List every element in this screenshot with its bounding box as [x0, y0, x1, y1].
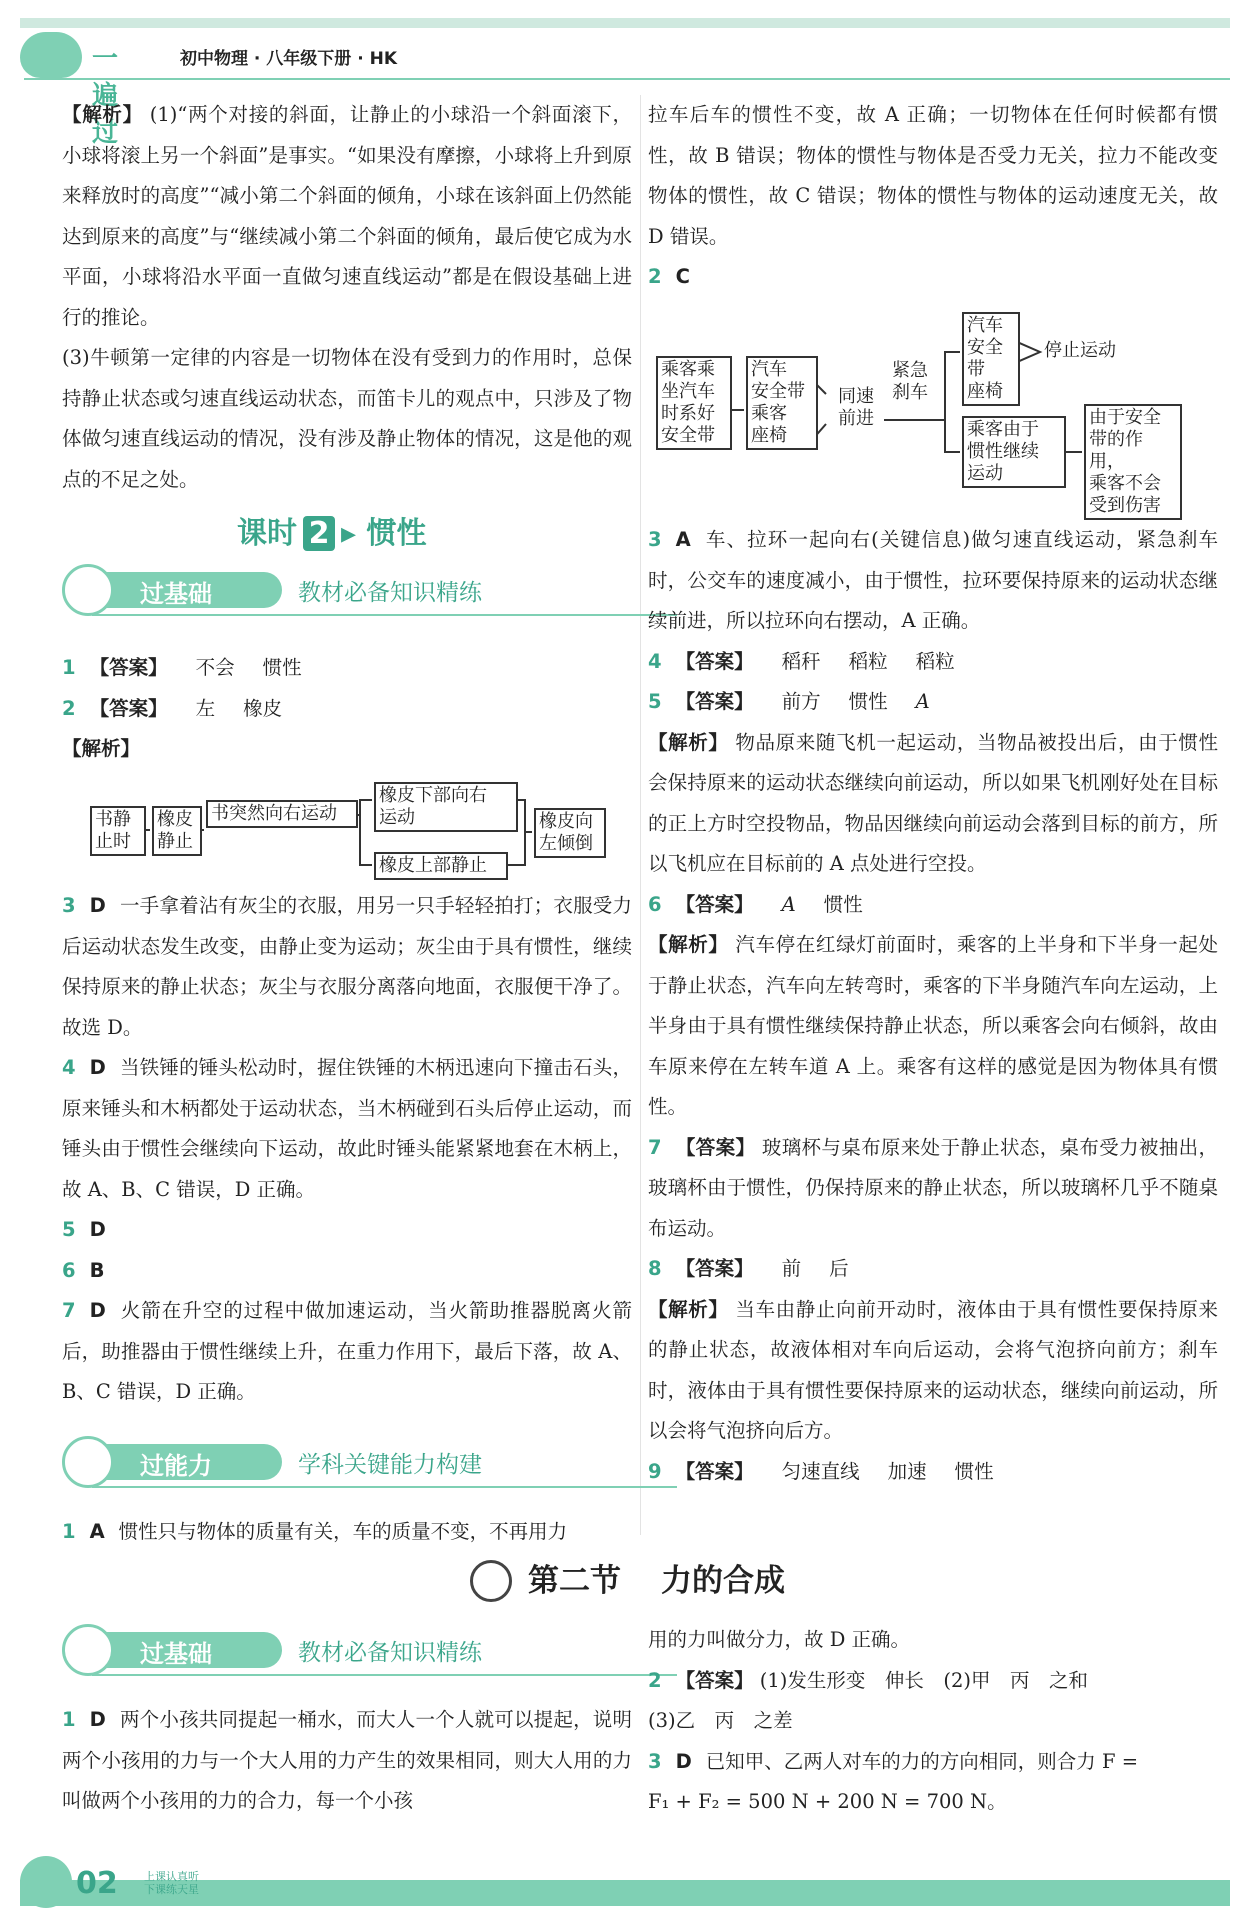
answer-6: 6 B: [62, 1258, 105, 1282]
section-title: 第二节 力的合成: [528, 1563, 785, 1599]
answer-5: 5 D: [62, 1218, 106, 1241]
ability-answer-8: 8 【答案】 前 后: [648, 1257, 849, 1280]
ability-answer-8-jiexi: 【解析】 当车由静止向前开动时，液体由于具有惯性要保持原来的静止状态，故液体相对车向后运动，会将气泡挤向前方；刹车时，液体由于具有惯性要保持原来的运动状态，继续向前运动，所以会将气泡挤向后方。: [648, 1297, 1218, 1442]
ability-answer-6-jiexi: 【解析】 汽车停在红绿灯前面时，乘客的上半身和下半身一起处于静止状态，汽车向左转弯时，乘客的下半身随汽车向左运动，上半身由于具有惯性继续保持静止状态，所以乘客会向右倾斜，故由车原来停在左转车道 A 上。乘客有这样的感觉是因为物体具有惯性。: [648, 933, 1218, 1118]
ability-answer-1: 1 A 惯性只与物体的质量有关，车的质量不变，不再用力: [62, 1520, 568, 1543]
force-answer-1: 1 D 两个小孩共同提起一桶水，而大人一个人就可以提起，说明两个小孩用的力与一个大人用的力产生的效果相同，则大人用的力叫做两个小孩用的力的合力，每一个小孩: [62, 1708, 632, 1812]
answer-3: 3 D 一手拿着沾有灰尘的衣服，用另一只手轻轻拍打；衣服受力后运动状态发生改变，由静止变为运动；灰尘由于具有惯性，继续保持原来的静止状态；灰尘与衣服分离落向地面，衣服便干净了。故选 D。: [62, 894, 632, 1039]
force-answer-2-line2: (3)乙 丙 之差: [648, 1709, 793, 1732]
explanation-1: 【解析】 (1)“两个对接的斜面，让静止的小球沿一个斜面滚下，小球将滚上另一个斜面”是事实。“如果没有摩擦，小球将上升到原来释放时的高度”“减小第二个斜面的倾角，小球在该斜面上仍然能达到原来的高度”与“继续减小第二个斜面的倾角，最后使它成为水平面，小球将沿水平面一直做匀速直线运动”都是在假设基础上进行的推论。: [62, 103, 632, 329]
ability-answer-5: 5 【答案】 前方 惯性 A: [648, 690, 930, 713]
star-face-icon: [470, 1560, 512, 1602]
diagram-box-book-moves: 书突然向右运动: [206, 800, 358, 828]
diagram-box-eraser-tips: 橡皮向 左倾倒: [534, 808, 606, 858]
ability-answer-2: 2 C: [648, 265, 690, 288]
answer-2: 2 【答案】 左 橡皮: [62, 696, 283, 720]
section-banner-basic: 过基础 教材必备知识精练: [62, 568, 662, 612]
answer-2-jiexi-tag: 【解析】: [62, 737, 141, 760]
lesson-title: 课时 2 ▸ 惯性: [237, 516, 427, 551]
ability-answer-3: 3 A 车、拉环一起向右(关键信息)做匀速直线运动，紧急刹车时，公交车的速度减小，由于惯性，拉环要保持原来的运动状态继续前进，所以拉环向右摆动，A 正确。: [648, 528, 1218, 632]
force-answer-3-line2: F₁ + F₂ = 500 N + 200 N = 700 N。: [648, 1790, 1007, 1813]
ability-answer-6: 6 【答案】 A 惯性: [648, 892, 863, 916]
page-number: 02: [76, 1866, 118, 1901]
ability-answer-7: 7 【答案】 玻璃杯与桌布原来处于静止状态，桌布受力被抽出，玻璃杯由于惯性，仍保持原来的静止状态，所以玻璃杯几乎不随桌布运动。: [648, 1135, 1218, 1240]
diagram-box-passenger-belt: 乘客乘 坐汽车 时系好 安全带: [656, 356, 732, 450]
answer-1: 1 【答案】 不会 惯性: [62, 656, 302, 679]
force-answer-3: 3 D 已知甲、乙两人对车的力的方向相同，则合力 F =: [648, 1749, 1139, 1773]
brand-logo-text: 一遍过: [92, 44, 120, 148]
ability-answer-4: 4 【答案】 稻秆 稻粒 稻粒: [648, 649, 955, 673]
answer-7: 7 D 火箭在升空的过程中做加速运动，当火箭助推器脱离火箭后，助推器由于惯性继续上升，在重力作用下，最后下落，故 A、B、C 错误，D 正确。: [62, 1299, 632, 1403]
ability-answer-1-continued: 拉车后车的惯性不变，故 A 正确；一切物体在任何时候都有惯性，故 B 错误；物体的惯性与物体是否受力无关，拉力不能改变物体的惯性，故 C 错误；物体的惯性与物体的运动速度无关，故 D 错误。: [648, 103, 1218, 248]
diagram-box-safe: 由于安全 带的作用， 乘客不会 受到伤害: [1084, 404, 1182, 520]
diagram-box-eraser-still: 橡皮 静止: [152, 806, 202, 856]
book-title: 初中物理 · 八年级下册 · HK: [180, 49, 397, 69]
diagram-box-book-still: 书静 止时: [90, 806, 146, 856]
footer-bar: [20, 1880, 1230, 1906]
section-banner-ability: 过能力 学科关键能力构建: [62, 1440, 662, 1484]
force-answer-1-continued: 用的力叫做分力，故 D 正确。: [648, 1628, 911, 1651]
star-mascot-icon: [62, 1624, 114, 1676]
footer-slogan: 上课认真听 下课练天星: [144, 1870, 199, 1896]
force-answer-2: 2 【答案】 (1)发生形变 伸长 (2)甲 丙 之和: [648, 1668, 1089, 1692]
diagram-box-passenger-inertia: 乘客由于 惯性继续 运动: [962, 416, 1066, 488]
answer-4: 4 D 当铁锤的锤头松动时，握住铁锤的木柄迅速向下撞击石头，原来锤头和木柄都处于运动状态，当木柄碰到石头后停止运动，而锤头由于惯性会继续向下运动，故此时锤头能紧紧地套在木柄上，故 A、B、C 错误，D 正确。: [62, 1056, 632, 1201]
footer-mascot-icon: [20, 1856, 72, 1908]
explanation-2: (3)牛顿第一定律的内容是一切物体在没有受到力的作用时，总保持静止状态或匀速直线运动状态，而笛卡儿的观点中，只涉及了物体做匀速直线运动的情况，没有涉及静止物体的情况，这是他的观点的不足之处。: [62, 346, 632, 491]
ability-answer-5-jiexi: 【解析】 物品原来随飞机一起运动，当物品被投出后，由于惯性会保持原来的运动状态继续向前运动，所以如果飞机刚好处在目标的正上方时空投物品，物品因继续向前运动会落到目标的前方，所以飞机应在目标前的 A 点处进行空投。: [648, 730, 1218, 875]
section2-left-answers: [62, 1700, 632, 1822]
section2-right-answers: [648, 1620, 1218, 1823]
ability-answer-9: 9 【答案】 匀速直线 加速 惯性: [648, 1459, 994, 1483]
diagram-label-brake: 紧急 刹车: [892, 360, 928, 403]
diagram-box-eraser-bottom: 橡皮下部向右 运动: [374, 782, 518, 832]
diagram-label-stop: 停止运动: [1044, 340, 1116, 361]
section2-banner-basic: 过基础 教材必备知识精练: [62, 1628, 662, 1672]
diagram-box-eraser-top: 橡皮上部静止: [374, 852, 508, 880]
diagram-box-car-belt-seat: 汽车 安全带 座椅: [962, 312, 1020, 406]
diagram-label-same-speed: 同速 前进: [838, 386, 874, 429]
ability-answers-right: [648, 520, 1218, 1492]
diagram-box-car-group: 汽车 安全带 乘客 座椅: [746, 356, 818, 450]
